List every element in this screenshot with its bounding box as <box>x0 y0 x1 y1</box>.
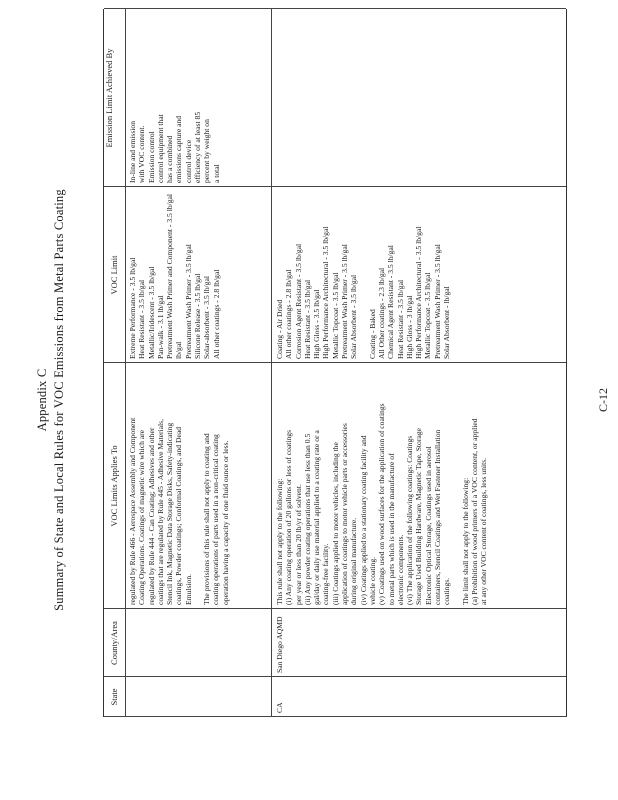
text-line: (v) Coatings used on wood surfaces for the application of coatings <box>377 403 387 605</box>
limit-line: Pretreatment Wash Primer - 3.5 lb/gal <box>183 244 193 359</box>
limit-line: Heat Resistant - 3.5 lb/gal <box>302 279 312 359</box>
col-header-achieved-by: Emission Limit Achieved By <box>104 48 114 148</box>
text-line: coatings, Powder coatings; Conformal Coatings, and Dead <box>174 427 184 605</box>
limit-line: All other coatings - 2.8 lb/gal <box>211 269 221 359</box>
text-line: vehicle coating. <box>367 556 377 605</box>
text-line: (a) Prohibition of wood primers of a VOC content, or applied <box>469 418 479 605</box>
col-header-applies-to: VOC Limits Applies To <box>109 445 119 527</box>
col-header-voc-limit: VOC Limit <box>109 255 119 295</box>
text-line: with VOC content. <box>137 125 147 183</box>
limit-line: Pan-walk - 3.1 lb/gal <box>155 295 165 359</box>
limit-line: High Performance Architectural - 3.5 lb/gal <box>321 226 331 359</box>
row2-county: San Diego AQMD <box>275 616 284 673</box>
text-line: gal/day or daily use material applied to a coating rate or a <box>312 430 322 605</box>
text-line: emissions capture and <box>174 115 184 183</box>
text-line: (i) Any coating operation of 20 gallons or less of coatings <box>284 429 294 605</box>
text-line: coatings. <box>442 577 452 605</box>
limit-line: Pretreatment Wash Primer - 3.5 lb/gal <box>432 244 442 359</box>
document-title: Summary of State and Local Rules for VOC Emissions from Metal Parts Coating <box>52 189 66 611</box>
page-number: C-12 <box>596 388 610 412</box>
text-line: This rule shall not apply to the following: <box>275 478 284 605</box>
limit-line: Corrosion Agent Resistant - 3.5 lb/gal <box>293 243 303 359</box>
limit-line: Pretreatment Wash Primer and Component - 3.5 lb/gal <box>165 193 175 359</box>
text-line: Emission control <box>146 131 156 183</box>
text-line: control equipment that <box>155 114 165 183</box>
limit-line: Pretreatment Wash Primer - 3.5 lb/gal <box>340 244 350 359</box>
limit-line: High Gloss - 3 lb/gal <box>404 295 414 359</box>
limit-line: High Gloss - 3.5 lb/gal <box>312 289 322 359</box>
text-line: efficiency of at least 85 <box>193 111 203 183</box>
text-line: (iii) Coatings applied to motor vehicles, including the <box>330 442 340 605</box>
limit-line: lb/gal <box>174 341 184 359</box>
limit-line: High Performance Architectural - 3.5 lb/gal <box>414 226 424 359</box>
appendix-heading: Appendix C <box>35 368 49 432</box>
col-header-state: State <box>109 688 119 706</box>
limit-line: Metallic/Iridescent - 3.5 lb/gal <box>146 266 156 359</box>
text-line: during original manufacture. <box>349 517 359 605</box>
text-line: has a combined <box>165 135 175 183</box>
rules-table <box>103 9 567 717</box>
row2-state: CA <box>275 702 284 713</box>
limit-line: All other coatings - 2.8 lb/gal <box>284 269 294 359</box>
text-line: Electronic Optical Storage, Coatings used in aerosol <box>423 446 433 605</box>
text-line: a total <box>211 164 221 183</box>
text-line: electronic components. <box>395 534 405 605</box>
col-header-county: County/Area <box>109 621 119 665</box>
limit-line: Heat Resistant - 3.5 lb/gal <box>137 279 147 359</box>
text-line: operation having a capacity of one fluid ounce or less. <box>220 440 230 605</box>
limit-line: Silicone Release - 3.5 lb/gal <box>193 273 203 359</box>
text-line: containers, Stencil Coatings and Wet Fastener Installation <box>433 429 443 605</box>
text-line: Stencil Ink, Magnetic Data Storage Disks, Safety-indicating <box>165 422 175 605</box>
row2-voc-limits <box>275 189 451 359</box>
row2-applies-to <box>275 367 489 605</box>
text-line: Emulsion. <box>183 573 193 605</box>
text-line: (iv) Coatings applied to a stationary coating facility and <box>358 435 368 605</box>
limit-line: Solar-absorbent - 3.5 lb/gal <box>202 276 212 359</box>
limit-line: Heat Resistant - 3.5 lb/gal <box>395 279 405 359</box>
text-line: (vi) The application of the following coatings: Coatings <box>405 435 415 605</box>
text-line: at any other VOC content of coatings, less units. <box>479 457 489 605</box>
limit-line: Metallic Topcoat - 3.5 lb/gal <box>330 272 340 359</box>
text-line: Coating Operations. Coatings of magnetic wire which are <box>137 429 147 605</box>
limit-line: Coating - Baked <box>367 309 377 359</box>
limit-line: Coating - Air Dried <box>275 299 284 359</box>
row1-applies-to <box>128 367 230 605</box>
row1-achieved-by <box>128 13 221 183</box>
text-line: In-line and emission <box>128 120 137 183</box>
text-line: per year or less than 20 lb/yr of solvent. <box>293 484 303 605</box>
text-line: to metal parts which is used in the manufacture of <box>386 453 396 605</box>
text-line: (ii) Any powder coating operations that use less than 0.5 <box>302 433 312 605</box>
text-line: coating operations of parts used in a non-critical coating <box>211 434 221 605</box>
text-line: The provisions of this rule shall not apply to coating and <box>202 433 212 605</box>
limit-line: Chemical Agent Resistant - 3.5 lb/gal <box>386 245 396 359</box>
text-line: control device <box>183 139 193 183</box>
limit-line: Solar Absorbent - lb/gal <box>442 286 452 359</box>
limit-line: Extreme Performance - 3.5 lb/gal <box>128 257 137 359</box>
row1-voc-limits <box>128 189 221 359</box>
text-line: coatings that are regulated by Rule 445 - Adhesive Materials, <box>155 419 165 605</box>
text-line: Storage Used Building Hardware, Magnetic Tape, Storage <box>414 428 424 605</box>
text-line: regulated by Rule 444 - Can Coating; Adhesives and other <box>146 427 156 605</box>
limit-line: Solar Absorbent - 3.5 lb/gal <box>349 274 359 359</box>
text-line: application of coatings to motor vehicle parts or accessories <box>340 423 350 605</box>
text-line: percent by weight on <box>202 119 212 183</box>
limit-line: All Other coatings - 2.3 lb/gal <box>376 267 386 359</box>
limit-line: Metallic Topcoat - 3.5 lb/gal <box>423 272 433 359</box>
text-line: regulated by Rule 466 - Aerospace Assembly and Component <box>128 417 137 605</box>
text-line: coating-free facility. <box>321 543 331 605</box>
text-line: The limit shall not apply to the following: <box>460 477 470 605</box>
